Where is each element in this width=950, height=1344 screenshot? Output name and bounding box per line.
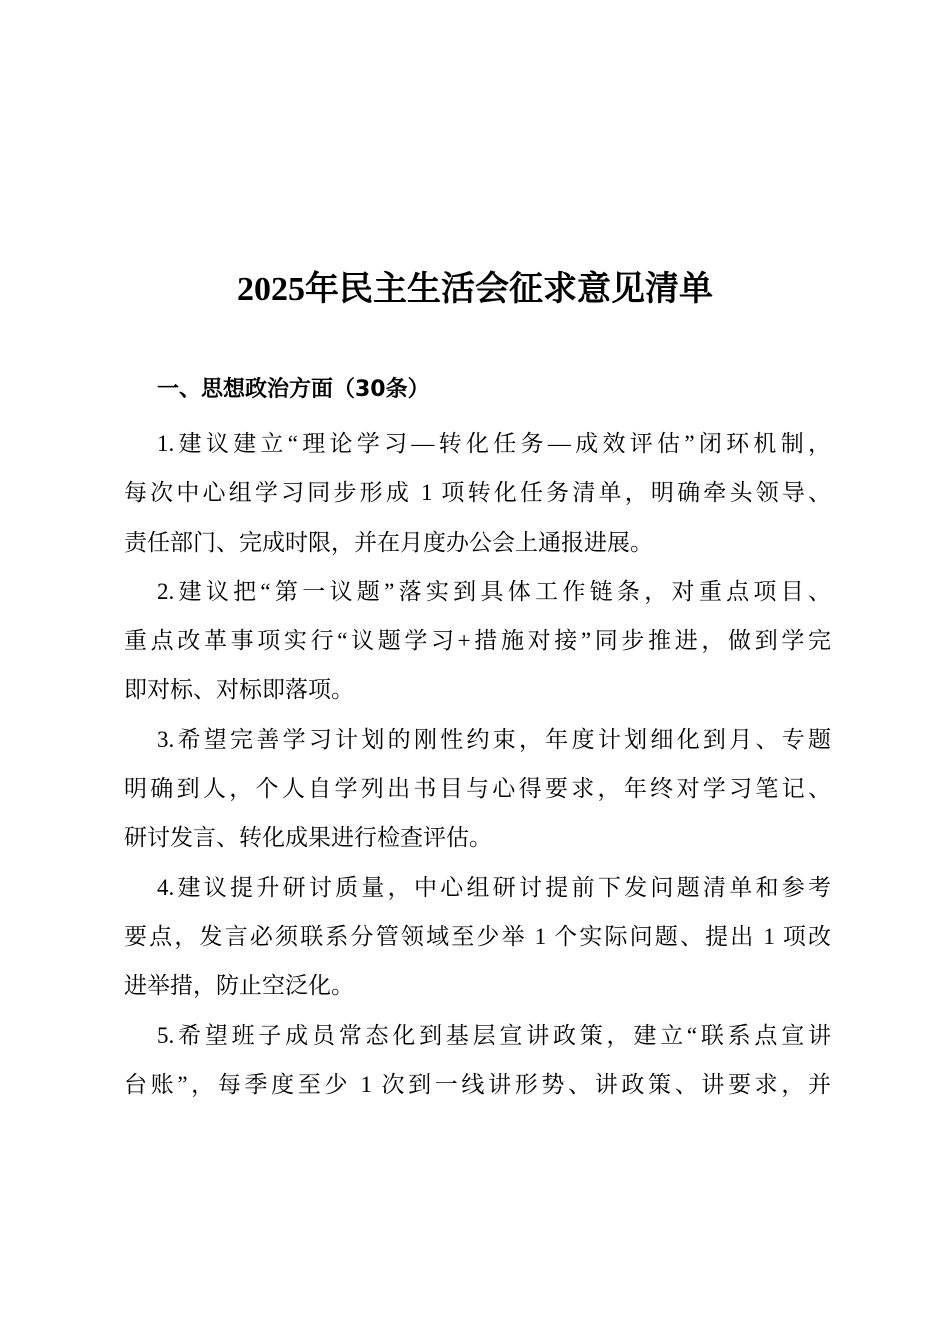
paragraph-3 (124, 715, 831, 863)
section-heading: 一、思想政治方面（30条） (157, 377, 430, 402)
paragraph-line: 每次中心组学习同步形成 1 项转化任务清单，明确牵头领导、 (124, 480, 831, 506)
paragraph-line: 研讨发言、转化成果进行检查评估。 (124, 825, 492, 851)
paragraph-line: 1.建议建立“理论学习—转化任务—成效评估”闭环机制， (157, 431, 831, 456)
paragraph-2 (124, 567, 831, 715)
paragraph-5 (124, 1011, 831, 1110)
paragraph-line: 进举措，防止空泛化。 (124, 973, 354, 999)
paragraph-line: 要点，发言必须联系分管领域至少举 1 个实际问题、提出 1 项改 (124, 923, 832, 949)
paragraph-line: 2.建议把“第一议题”落实到具体工作链条，对重点项目、 (157, 578, 831, 604)
paragraph-line: 重点改革事项实行“议题学习+措施对接”同步推进，做到学完 (124, 628, 831, 654)
paragraph-line: 4.建议提升研讨质量，中心组研讨提前下发问题清单和参考 (157, 874, 831, 900)
paragraph-1 (124, 419, 831, 567)
paragraph-line: 即对标、对标即落项。 (124, 677, 354, 703)
document-title: 2025年民主生活会征求意见清单 (237, 271, 713, 308)
paragraph-line: 责任部门、完成时限，并在月度办公会上通报进展。 (124, 529, 653, 555)
paragraph-line: 5.希望班子成员常态化到基层宣讲政策，建立“联系点宣讲 (157, 1022, 831, 1048)
paragraph-line: 3.希望完善学习计划的刚性约束，年度计划细化到月、专题 (157, 726, 831, 752)
document-body (124, 419, 831, 1109)
paragraph-line: 台账”，每季度至少 1 次到一线讲形势、讲政策、讲要求，并 (124, 1071, 831, 1097)
paragraph-line: 明确到人，个人自学列出书目与心得要求，年终对学习笔记、 (124, 776, 831, 802)
paragraph-4 (124, 863, 831, 1011)
